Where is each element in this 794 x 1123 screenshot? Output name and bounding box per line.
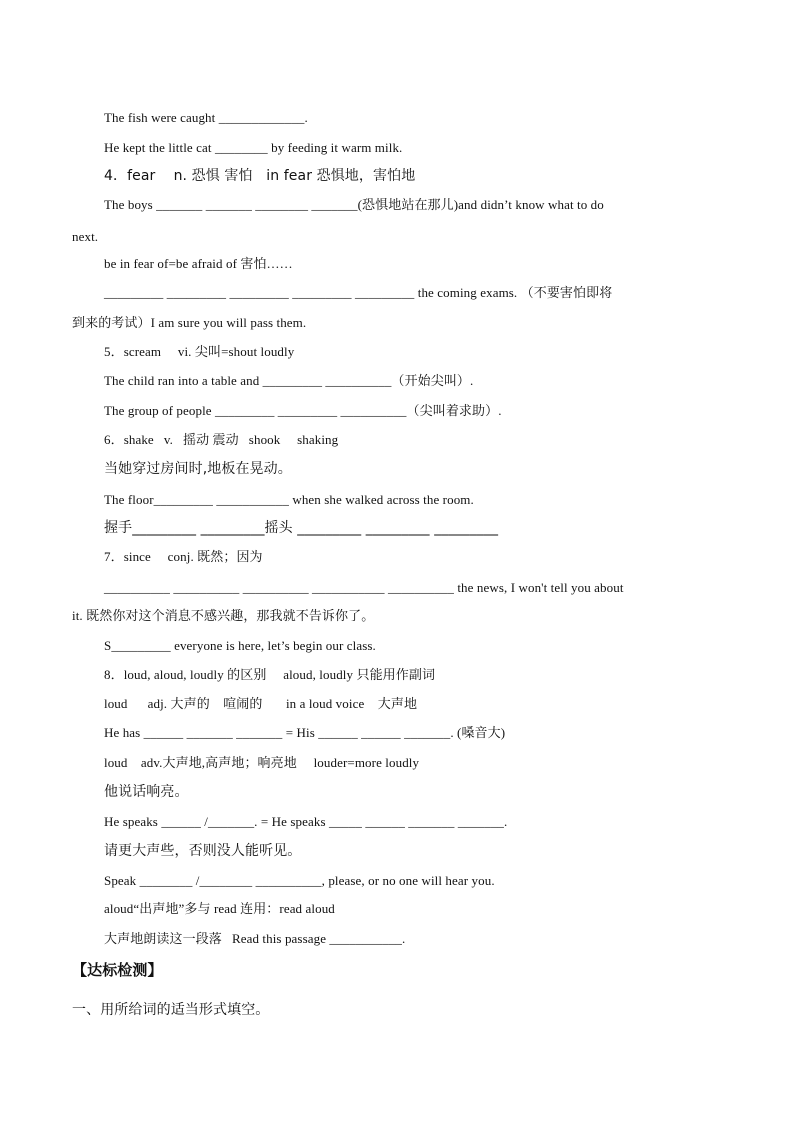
text-line: He has ______ _______ _______ = His ______ ______ _______. (嗓音大)	[104, 725, 506, 740]
text-line: _________ _________ _________ _________ _________ the coming exams. （不要害怕即将	[104, 285, 613, 300]
text-line: it. 既然你对这个消息不感兴趣，那我就不告诉你了。	[72, 608, 375, 623]
text-line: 请更大声些，否则没人能听见。	[104, 843, 302, 859]
text-line: 到来的考试）I am sure you will pass them.	[72, 315, 307, 330]
text-line: 握手_________ _________摇头 _________ _________ _________	[104, 520, 499, 536]
text-line: The group of people _________ _________ __________（尖叫着求助）.	[104, 403, 502, 418]
vocab-item-heading: 6．shake v. 摇动 震动 shook shaking	[104, 432, 339, 447]
text-line: next.	[72, 229, 99, 244]
text-line: The boys _______ _______ ________ _______(恐惧地站在那儿)and didn’t know what to do	[104, 197, 604, 212]
text-line: Speak ________ /________ __________, please, or no one will hear you.	[104, 873, 495, 888]
text-line: __________ __________ __________ ___________ __________ the news, I won't tell you about	[104, 580, 624, 595]
text-line: 大声地朗读这一段落 Read this passage ___________.	[104, 931, 406, 946]
text-line: The fish were caught _____________.	[104, 110, 308, 125]
text-line: S_________ everyone is here, let’s begin our class.	[104, 638, 376, 653]
vocab-item-heading: 4．fear n. 恐惧 害怕 in fear 恐惧地，害怕地	[104, 168, 416, 184]
text-line: be in fear of=be afraid of 害怕……	[104, 256, 293, 271]
text-line: aloud“出声地”多与 read 连用：read aloud	[104, 901, 335, 916]
section-heading: 【达标检测】	[72, 961, 163, 979]
vocab-item-heading: 5．scream vi. 尖叫=shout loudly	[104, 344, 295, 359]
text-line: The child ran into a table and _________ __________（开始尖叫）.	[104, 373, 474, 388]
text-line: He speaks ______ /_______. = He speaks _____ ______ _______ _______.	[104, 814, 508, 829]
vocab-item-heading: 7．since conj. 既然；因为	[104, 549, 263, 564]
text-line: He kept the little cat ________ by feeding it warm milk.	[104, 140, 403, 155]
text-line: 他说话响亮。	[104, 784, 189, 800]
text-line: loud adv.大声地,高声地；响亮地 louder=more loudly	[104, 755, 420, 770]
vocab-item-heading: 8．loud, aloud, loudly 的区别 aloud, loudly 只能用作副词	[104, 667, 436, 682]
text-line: 当她穿过房间时,地板在晃动。	[104, 461, 292, 477]
text-line: loud adj. 大声的 喧闹的 in a loud voice 大声地	[104, 696, 418, 711]
text-line: The floor_________ ___________ when she walked across the room.	[104, 492, 474, 507]
exercise-instruction: 一、用所给词的适当形式填空。	[72, 1002, 270, 1018]
